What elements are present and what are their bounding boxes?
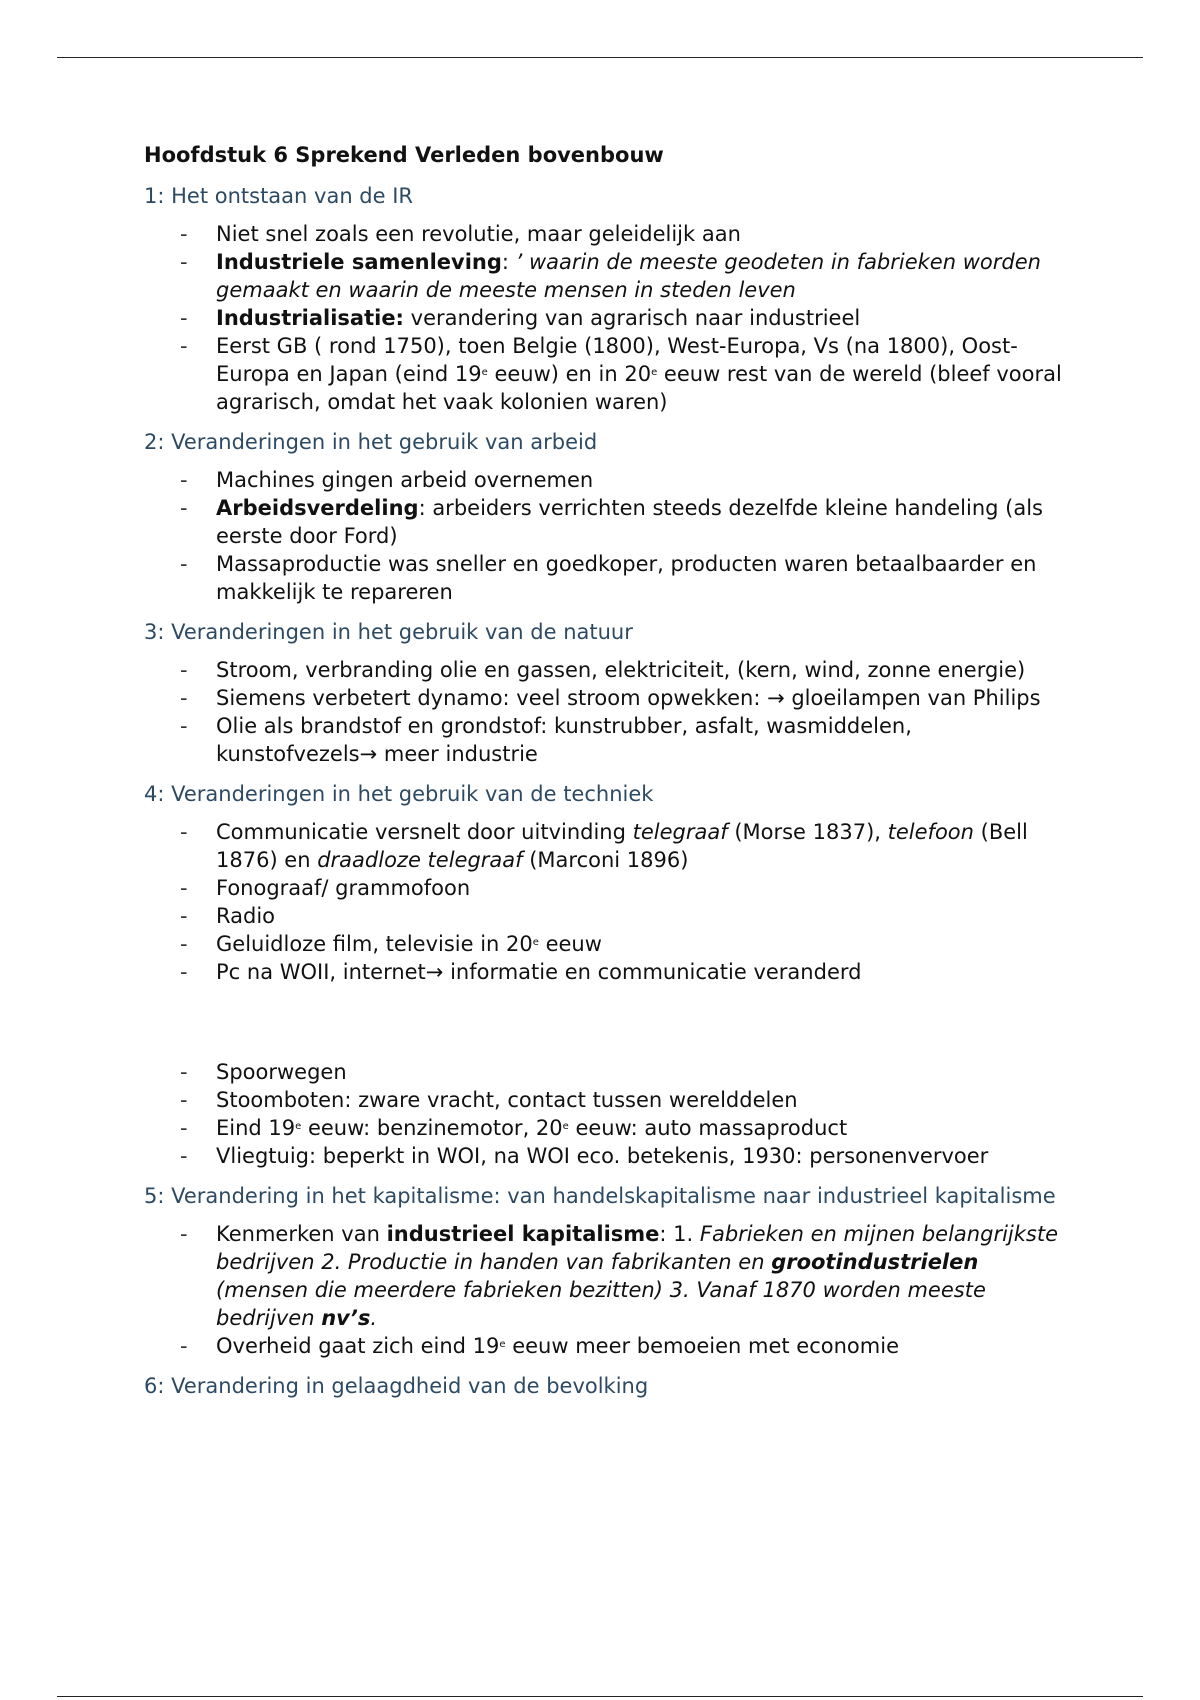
list-item: - Geluidloze film, televisie in 20e eeuw [144, 930, 1074, 958]
bottom-rule [57, 1696, 1143, 1697]
list-item: - Olie als brandstof en grondstof: kunstrubber, asfalt, wasmiddelen, kunstofvezels→ meer industrie [144, 712, 1074, 768]
list-item: - Communicatie versnelt door uitvinding telegraaf (Morse 1837), telefoon (Bell 1876) en draadloze telegraaf (Marconi 1896) [144, 818, 1074, 874]
section-heading: 1: Het ontstaan van de IR [144, 184, 414, 208]
section-5 [144, 1182, 1074, 1360]
list-item: - Pc na WOII, internet→ informatie en communicatie veranderd [144, 958, 1074, 986]
page-title: Hoofdstuk 6 Sprekend Verleden bovenbouw [144, 143, 664, 167]
list-item: - Kenmerken van industrieel kapitalisme: 1. Fabrieken en mijnen belangrijkste bedrijven 2. Productie in handen van fabrikanten en grootindustrielen (mensen die meerdere fabrieken bezitten) 3. Vanaf 1870 worden meeste bedrijven nv’s. [144, 1220, 1074, 1332]
section-heading: 2: Veranderingen in het gebruik van arbeid [144, 430, 598, 454]
list-item: - Fonograaf/ grammofoon [144, 874, 1074, 902]
section-heading: 5: Verandering in het kapitalisme: van handelskapitalisme naar industrieel kapitalisme [144, 1184, 1056, 1208]
list-item: - Niet snel zoals een revolutie, maar geleidelijk aan [144, 220, 1074, 248]
section-4 [144, 780, 1074, 1170]
section-6 [144, 1372, 1074, 1400]
list-item: - Industrialisatie: verandering van agrarisch naar industrieel [144, 304, 1074, 332]
list-item: - Arbeidsverdeling: arbeiders verrichten steeds dezelfde kleine handeling (als eerste door Ford) [144, 494, 1074, 550]
bullet-list [144, 466, 1074, 606]
list-item: - Stoomboten: zware vracht, contact tussen werelddelen [144, 1086, 1074, 1114]
document-body [144, 140, 1074, 1400]
list-item: - Overheid gaat zich eind 19e eeuw meer bemoeien met economie [144, 1332, 1074, 1360]
bullet-list [144, 656, 1074, 768]
list-item: - Eind 19e eeuw: benzinemotor, 20e eeuw: auto massaproduct [144, 1114, 1074, 1142]
list-item: - Radio [144, 902, 1074, 930]
list-item: - Massaproductie was sneller en goedkoper, producten waren betaalbaarder en makkelijk te repareren [144, 550, 1074, 606]
list-item: - Stroom, verbranding olie en gassen, elektriciteit, (kern, wind, zonne energie) [144, 656, 1074, 684]
section-3 [144, 618, 1074, 768]
list-item: - Siemens verbetert dynamo: veel stroom opwekken: → gloeilampen van Philips [144, 684, 1074, 712]
bullet-list [144, 1058, 1074, 1170]
section-2 [144, 428, 1074, 606]
section-heading: 3: Veranderingen in het gebruik van de natuur [144, 620, 633, 644]
list-item: - Machines gingen arbeid overnemen [144, 466, 1074, 494]
list-item: - Spoorwegen [144, 1058, 1074, 1086]
section-heading: 4: Veranderingen in het gebruik van de techniek [144, 782, 654, 806]
section-1 [144, 182, 1074, 416]
bullet-list [144, 1220, 1074, 1360]
top-rule [57, 57, 1143, 58]
list-item: - Industriele samenleving: ’ waarin de meeste geodeten in fabrieken worden gemaakt en waarin de meeste mensen in steden leven [144, 248, 1074, 304]
list-item: - Eerst GB ( rond 1750), toen Belgie (1800), West-Europa, Vs (na 1800), Oost-Europa en Japan (eind 19e eeuw) en in 20e eeuw rest van de wereld (bleef vooral agrarisch, omdat het vaak kolonien waren) [144, 332, 1074, 416]
spacer [144, 998, 1074, 1058]
bullet-list [144, 220, 1074, 416]
section-heading: 6: Verandering in gelaagdheid van de bevolking [144, 1374, 649, 1398]
bullet-list [144, 818, 1074, 986]
list-item: - Vliegtuig: beperkt in WOI, na WOI eco. betekenis, 1930: personenvervoer [144, 1142, 1074, 1170]
